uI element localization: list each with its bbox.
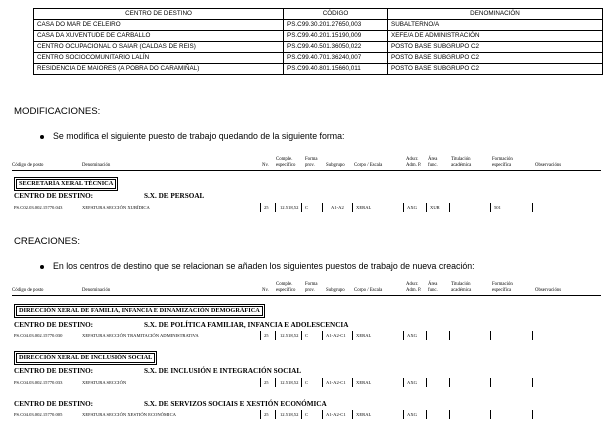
col-denominacion: Denominación — [82, 288, 111, 293]
row-complemento: 12.518,52 — [280, 380, 299, 385]
col-observacions: Observacións — [535, 163, 562, 168]
header-rule — [12, 170, 601, 171]
modificaciones-bullet — [40, 131, 344, 141]
cell-codigo: PS.C99.30.201.27650,003 — [284, 20, 388, 31]
header-rule — [12, 295, 601, 296]
col-observacions: Observacións — [535, 288, 562, 293]
bullet-icon — [40, 265, 44, 269]
cell-codigo: PS.C99.40.801.15660,011 — [284, 64, 388, 75]
row-codigo: PS.C04.03.002.15770.030 — [14, 333, 63, 338]
cell-denominacion: POSTO BASE SUBGRUPO C2 — [388, 53, 603, 64]
col-nivel: Nv. — [262, 288, 269, 293]
col-denominacion: Denominación — [82, 163, 111, 168]
modificaciones-heading: MODIFICACIONES: — [14, 106, 101, 117]
col-corpo: Corpo / Escala — [354, 163, 383, 168]
col-formacion: Formación específica — [492, 157, 513, 168]
row-codigo: PS.C04.03.002.15770.033 — [14, 380, 63, 385]
row-nivel: 25 — [264, 205, 269, 210]
table-header-row — [34, 9, 603, 20]
centros-table — [33, 8, 603, 75]
row-codigo: PS.C04.03.002.15770.005 — [14, 412, 63, 417]
cell-centro: CASA DA XUVENTUDE DE CARBALLO — [34, 31, 284, 42]
bullet-icon — [40, 135, 44, 139]
col-area: Área func. — [428, 282, 438, 293]
col-complemento: Comple. específico — [276, 282, 296, 293]
row-subgrupo: A1-A2-C1 — [326, 412, 346, 417]
cell-denominacion: POSTO BASE SUBGRUPO C2 — [388, 64, 603, 75]
row-subgrupo: A1-A2-C1 — [326, 333, 346, 338]
row-area: XUR — [430, 205, 440, 210]
row-subgrupo: A1-A2-C1 — [326, 380, 346, 385]
row-forma: C — [305, 333, 309, 338]
col-nivel: Nv. — [262, 163, 269, 168]
centro-destino-label: CENTRO DE DESTINO: — [14, 192, 94, 200]
cell-centro: CENTRO OCUPACIONAL O SAIAR (CALDAS DE REIS) — [34, 42, 284, 53]
col-subgrupo: Subgrupo — [326, 163, 345, 168]
centro-destino-value: S.X. DE PERSOAL — [144, 192, 205, 200]
cell-centro: CASA DO MAR DE CELEIRO — [34, 20, 284, 31]
row-nivel: 25 — [264, 380, 269, 385]
cell-centro: CENTRO SOCIOCOMUNITARIO LALÍN — [34, 53, 284, 64]
row-adscr: AXG — [407, 205, 417, 210]
cell-denominacion: SUBALTERNO/A — [388, 20, 603, 31]
col-subgrupo: Subgrupo — [326, 288, 345, 293]
row-codigo: PS.C02.03.002.15770.043 — [14, 205, 63, 210]
section-box-inclusion: DIRECCIÓN XERAL DE INCLUSIÓN SOCIAL — [14, 351, 157, 365]
cell-codigo: PS.C99.40.501.36050,022 — [284, 42, 388, 53]
table-row — [34, 20, 603, 31]
centro-destino-label: CENTRO DE DESTINO: — [14, 321, 94, 329]
header-centro: CENTRO DE DESTINO — [34, 9, 284, 20]
table-row — [34, 31, 603, 42]
row-adscr: AXG — [407, 412, 417, 417]
row-corpo: XERAL — [356, 205, 372, 210]
centro-destino-value: S.X. DE INCLUSIÓN E INTEGRACIÓN SOCIAL — [144, 367, 302, 375]
col-titulacion: Titulación académica — [451, 157, 472, 168]
col-forma: Forma prov. — [305, 157, 318, 168]
row-complemento: 12.518,52 — [280, 333, 299, 338]
col-adscr: Adscr. Adm. P. — [406, 157, 422, 168]
table-row — [34, 53, 603, 64]
creaciones-heading: CREACIONES: — [14, 236, 81, 247]
centro-destino-value: S.X. DE POLÍTICA FAMILIAR, INFANCIA E ADOLESCENCIA — [144, 321, 349, 329]
creaciones-bullet-text: En los centros de destino que se relacionan se añaden los siguientes puestos de trabajo de nueva creación: — [53, 261, 475, 271]
centro-destino-value: S.X. DE SERVIZOS SOCIAIS E XESTIÓN ECONÓMICA — [144, 400, 327, 408]
col-area: Área func. — [428, 157, 438, 168]
row-subgrupo: A1-A2 — [331, 205, 344, 210]
centro-destino-label: CENTRO DE DESTINO: — [14, 400, 94, 408]
col-codigo: Código de posto — [12, 163, 44, 168]
cell-denominacion: XEFE/A DE ADMINISTRACIÓN — [388, 31, 603, 42]
col-forma: Forma prov. — [305, 282, 318, 293]
row-forma: C — [305, 205, 309, 210]
col-adscr: Adscr. Adm. P. — [406, 282, 422, 293]
row-complemento: 12.518,52 — [280, 412, 299, 417]
col-codigo: Código de posto — [12, 288, 44, 293]
header-codigo: CÓDIGO — [284, 9, 388, 20]
section-box-secretaria: SECRETARÍA XERAL TÉCNICA — [14, 177, 118, 191]
cell-denominacion: POSTO BASE SUBGRUPO C2 — [388, 42, 603, 53]
row-nivel: 25 — [264, 333, 269, 338]
row-denominacion: XEFATURA SECCIÓN XESTIÓN ECONÓMICA — [82, 412, 176, 417]
col-formacion: Formación específica — [492, 282, 513, 293]
table-row — [34, 64, 603, 75]
row-denominacion: XEFATURA SECCIÓN TRAMITACIÓN ADMINISTRATIVA — [82, 333, 199, 338]
row-adscr: AXG — [407, 333, 417, 338]
row-forma: C — [305, 380, 309, 385]
section-box-familia: DIRECCIÓN XERAL DE FAMILIA, INFANCIA E DINAMIZACIÓN DEMOGRÁFICA — [14, 304, 265, 318]
col-complemento: Comple. específico — [276, 157, 296, 168]
row-denominacion: XEFATURA SECCIÓN — [82, 380, 127, 385]
row-nivel: 25 — [264, 412, 269, 417]
cell-centro: RESIDENCIA DE MAIORES (A POBRA DO CARAMIÑAL) — [34, 64, 284, 75]
row-corpo: XERAL — [356, 333, 372, 338]
cell-codigo: PS.C99.40.201.15190,009 — [284, 31, 388, 42]
row-complemento: 12.518,52 — [280, 205, 299, 210]
col-titulacion: Titulación académica — [451, 282, 472, 293]
table-row — [34, 42, 603, 53]
modificaciones-bullet-text: Se modifica el siguiente puesto de trabajo quedando de la siguiente forma: — [53, 131, 345, 141]
row-adscr: AXG — [407, 380, 417, 385]
row-denominacion: XEFATURA SECCIÓN XURÍDICA — [82, 205, 150, 210]
header-denominacion: DENOMINACIÓN — [388, 9, 603, 20]
row-formacion: 501 — [494, 205, 501, 210]
creaciones-bullet — [40, 261, 475, 271]
col-corpo: Corpo / Escala — [354, 288, 383, 293]
row-corpo: XERAL — [356, 380, 372, 385]
row-corpo: XERAL — [356, 412, 372, 417]
row-forma: C — [305, 412, 309, 417]
cell-codigo: PS.C99.40.701.36240,007 — [284, 53, 388, 64]
centro-destino-label: CENTRO DE DESTINO: — [14, 367, 94, 375]
